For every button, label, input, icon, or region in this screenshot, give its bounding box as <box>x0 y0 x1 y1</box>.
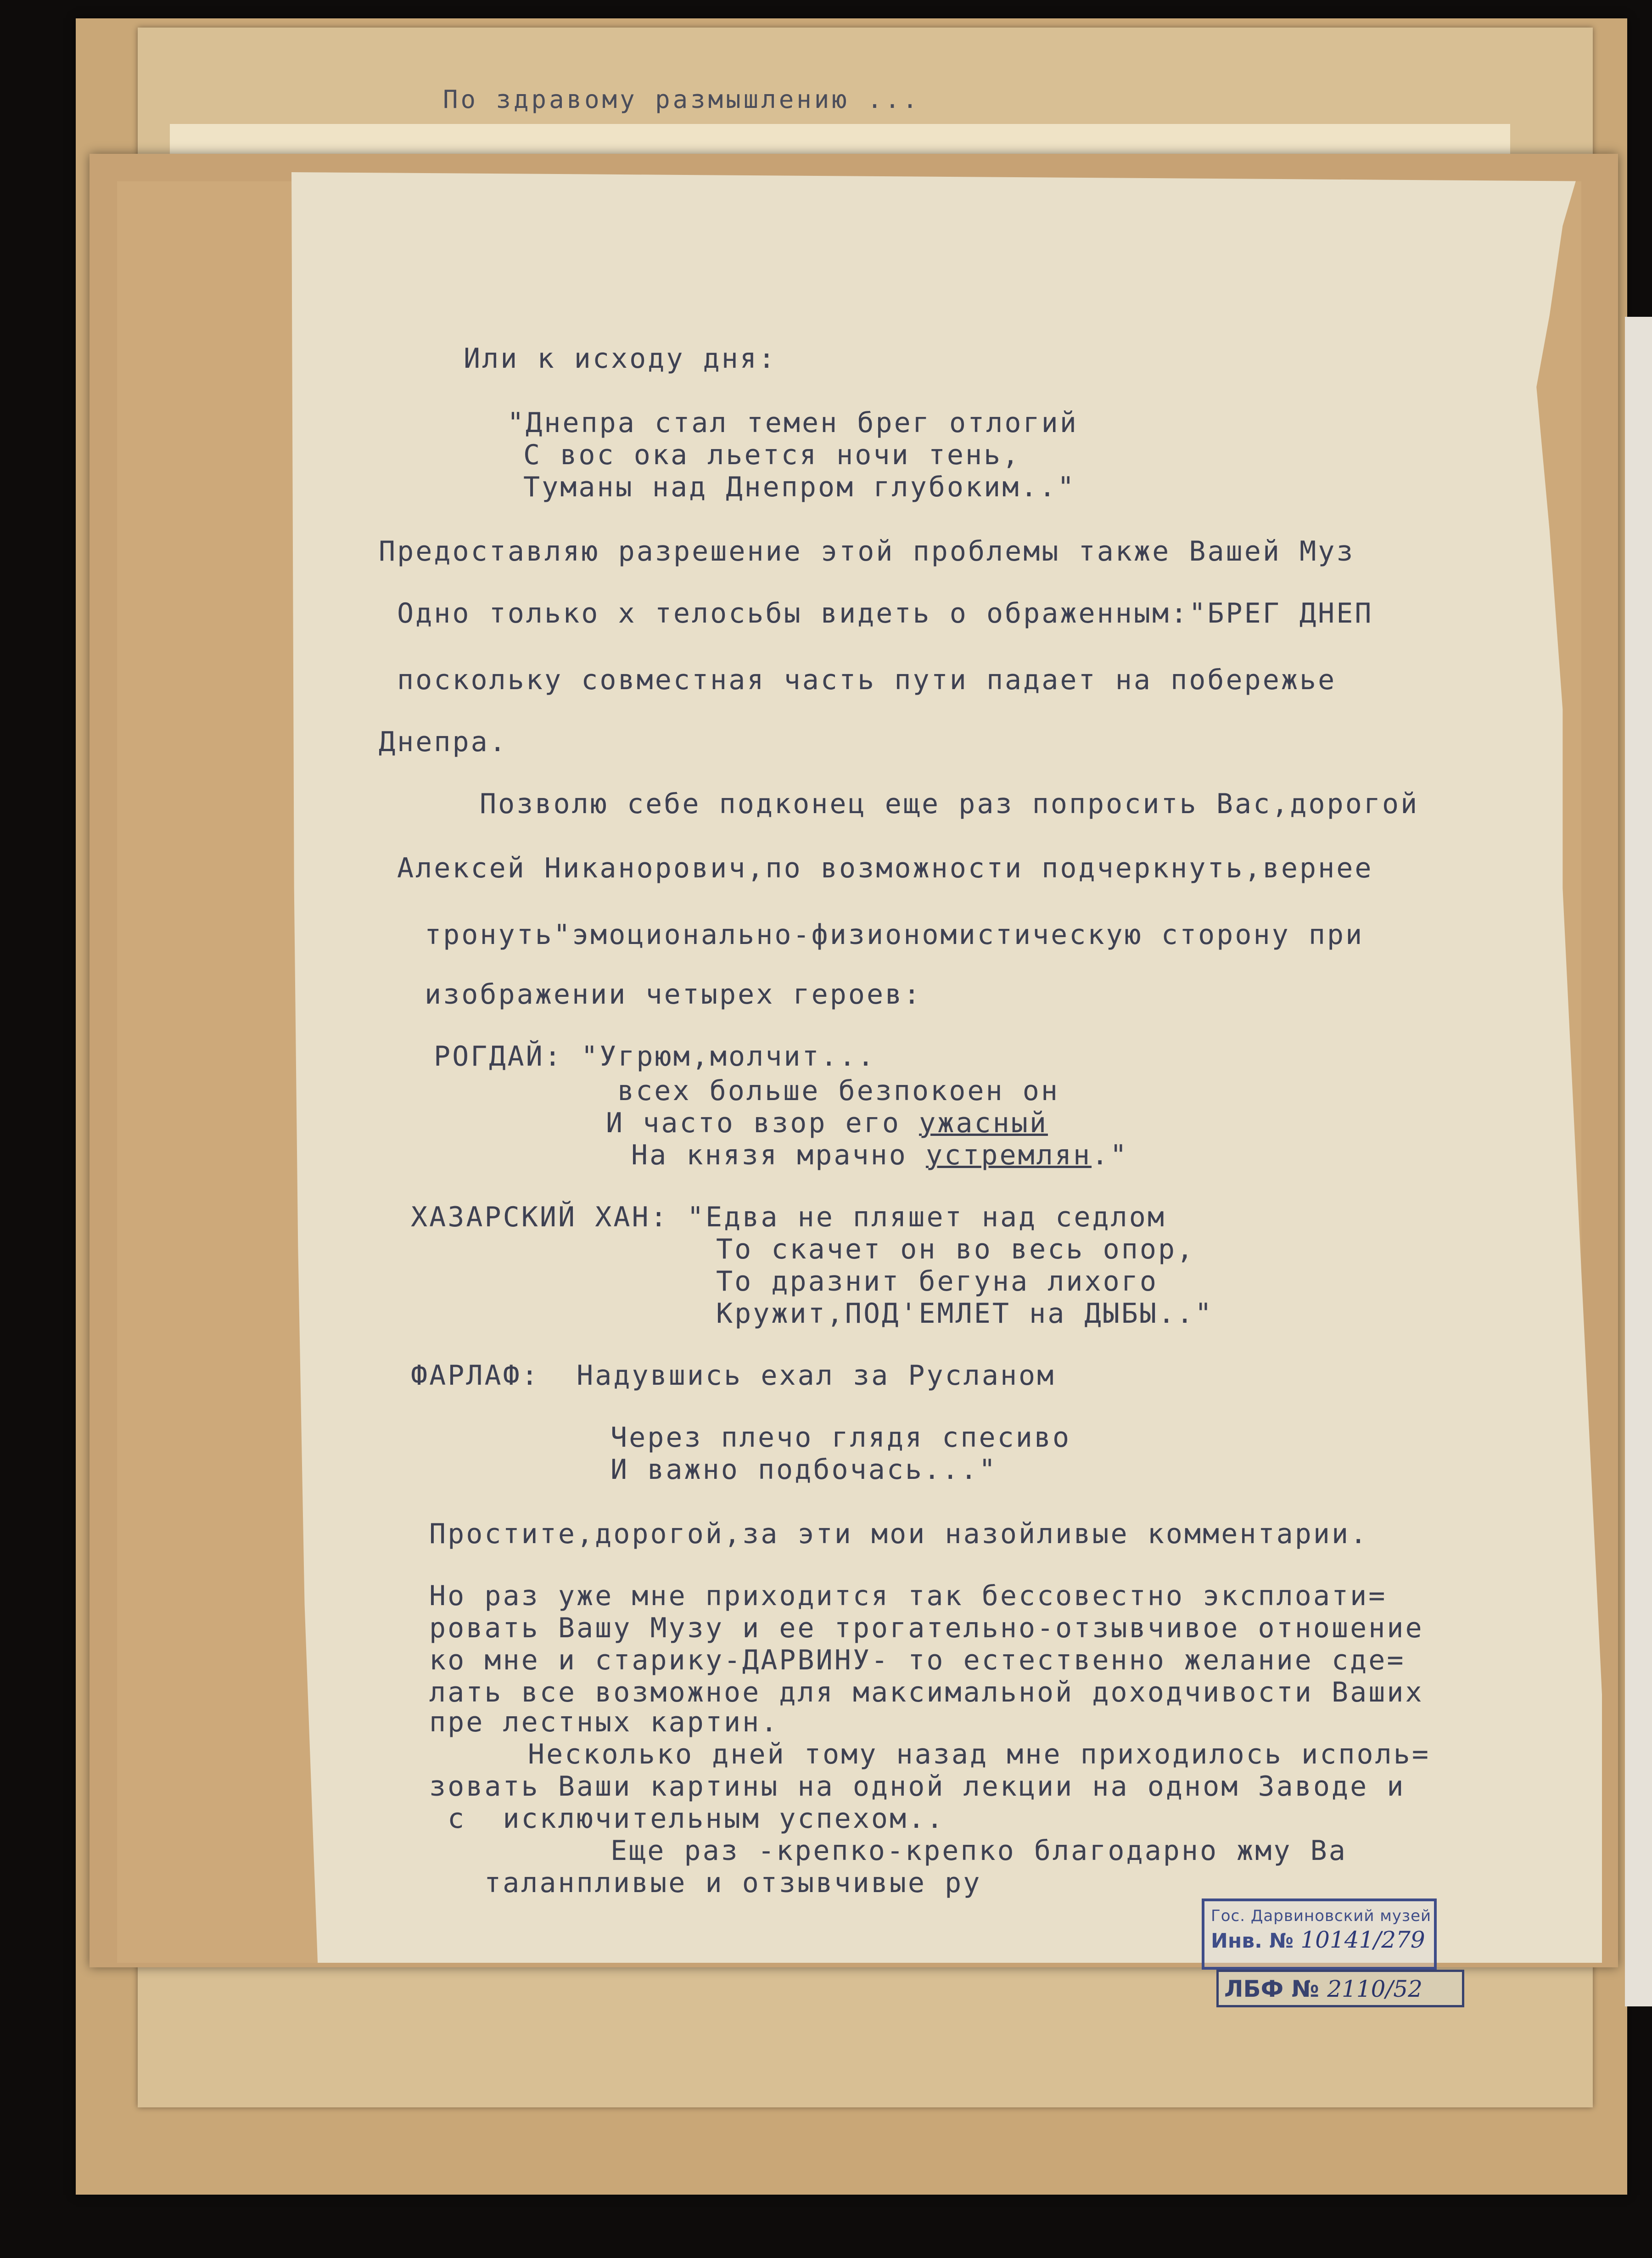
text-line: ко мне и старику-ДАРВИНУ- то естественно желание сде= <box>429 1644 1406 1676</box>
lbf-label: ЛБФ № <box>1224 1976 1319 2002</box>
text-line: таланпливые и отзывчивые ру <box>484 1867 982 1899</box>
text-line: РОГДАЙ: "Угрюм,молчит... <box>434 1040 876 1073</box>
text-line: Предоставляю разрешение этой проблемы также Вашей Муз <box>379 535 1355 567</box>
text-line: "Днепра стал темен брег отлогий <box>507 407 1078 439</box>
museum-stamp-inventory <box>1211 1926 1428 1955</box>
text-line: Простите,дорогой,за эти мои назойливые комментарии. <box>429 1518 1369 1550</box>
text-line: ровать Вашу Музу и ее трогательно-отзывчивое отношение <box>429 1612 1424 1644</box>
lbf-number: 2110/52 <box>1327 1976 1422 2002</box>
text-line: Через плечо глядя спесиво <box>610 1421 1071 1454</box>
back-sheet-text: По здравому размышлению ... <box>443 85 920 114</box>
text-line <box>631 1139 1128 1172</box>
text-line: Туманы над Днепром глубоким.." <box>523 471 1076 503</box>
text-line: Кружит,ПОД'ЕМЛЕТ на ДЫБЫ.." <box>716 1298 1214 1330</box>
text-line: Но раз уже мне приходится так бессовестно эксплоати= <box>429 1580 1387 1612</box>
underlined-word: ужасный <box>919 1107 1048 1139</box>
text-line: изображении четырех героев: <box>425 978 922 1011</box>
text-line: Алексей Никанорович,по возможности подчеркнуть,вернее <box>397 852 1373 884</box>
underlined-word: устремлян <box>925 1139 1092 1171</box>
text-line: Днепра. <box>379 726 508 758</box>
text-segment: И часто взор его <box>606 1107 919 1139</box>
text-line: ХАЗАРСКИЙ ХАН: "Едва не пляшет над седлом <box>411 1201 1166 1233</box>
text-line: Несколько дней тому назад мне приходилось исполь= <box>528 1738 1431 1770</box>
text-line: Позволю себе подконец еще раз попросить Вас,дорогой <box>480 788 1419 820</box>
text-line: С вос ока льется ночи тень, <box>523 439 1021 471</box>
right-paper-strip <box>1625 317 1652 2006</box>
inventory-number: 10141/279 <box>1300 1927 1425 1953</box>
text-line <box>606 1107 1048 1140</box>
museum-stamp-name: Гос. Дарвиновский музей <box>1211 1907 1432 1925</box>
text-line: То скачет он во весь опор, <box>716 1233 1195 1265</box>
text-line: лать все возможное для максимальной доходчивости Ваших <box>429 1676 1424 1708</box>
text-line: И важно подбочась..." <box>610 1454 997 1486</box>
text-line: То дразнит бегуна лихого <box>716 1265 1158 1298</box>
text-line: всех больше безпокоен он <box>617 1075 1059 1107</box>
text-line: Еще раз -крепко-крепко благодарно жму Ва <box>610 1835 1347 1867</box>
text-line: Одно только х телосьбы видеть о ображенным:"БРЕГ ДНЕП <box>397 597 1373 629</box>
lbf-stamp <box>1216 1970 1464 2007</box>
text-line: с исключительным успехом.. <box>448 1803 945 1835</box>
text-line: пре лестных картин. <box>429 1706 779 1738</box>
text-segment: На князя мрачно <box>631 1139 926 1171</box>
text-line: поскольку совместная часть пути падает на побережье <box>397 664 1337 696</box>
text-line: тронуть"эмоционально-физиономистическую сторону при <box>425 919 1364 951</box>
inventory-label: Инв. № <box>1211 1929 1294 1953</box>
text-segment: ." <box>1092 1139 1129 1171</box>
text-line: Или к исходу дня: <box>464 343 777 375</box>
text-line: ФАРЛАФ: Надувшись ехал за Русланом <box>411 1359 1056 1392</box>
text-line: зовать Ваши картины на одной лекции на одном Заводе и <box>429 1770 1406 1803</box>
museum-stamp <box>1202 1899 1437 1970</box>
